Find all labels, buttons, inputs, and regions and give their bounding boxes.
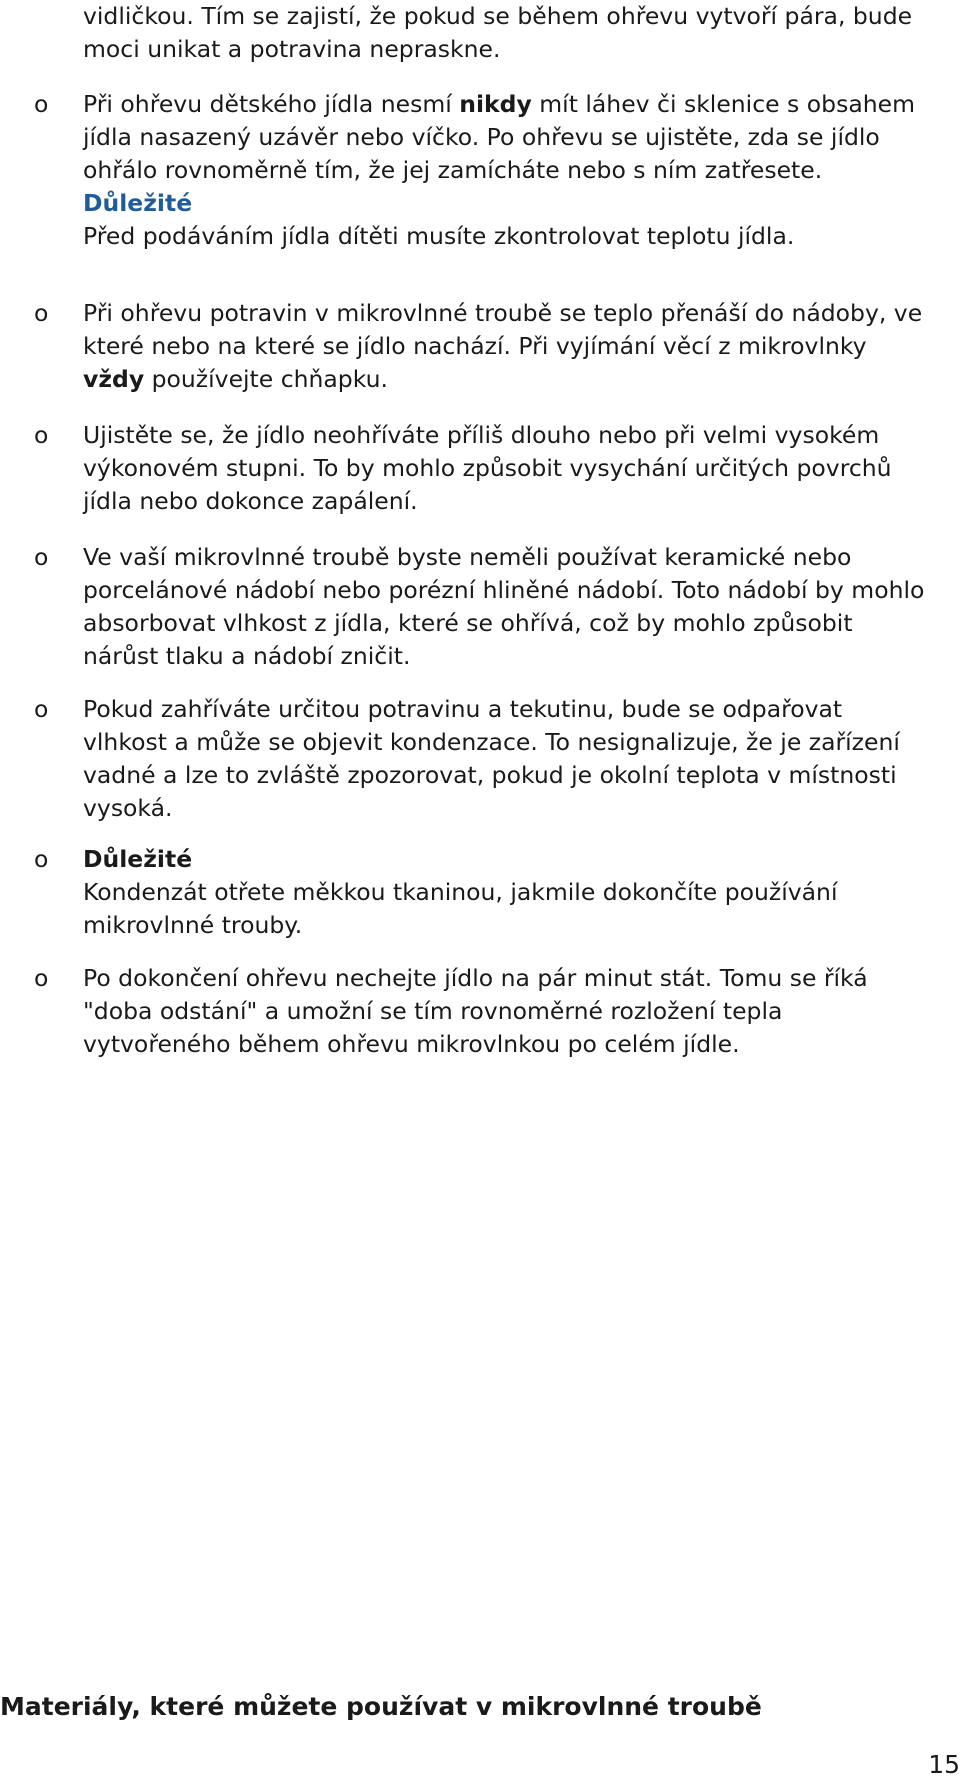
bullet-marker: o	[34, 695, 49, 723]
page-number: 15	[928, 1750, 960, 1779]
list-item	[83, 297, 933, 396]
item-text: Při ohřevu dětského jídla nesmí	[83, 90, 460, 118]
emphasis: nikdy	[459, 90, 532, 118]
list-item	[83, 419, 933, 518]
paragraph-text: vidličkou. Tím se zajistí, že pokud se během ohřevu vytvoří pára, bude moci unikat a potravina nepraskne.	[83, 2, 920, 63]
list-item	[83, 541, 933, 673]
item-text: používejte chňapku.	[144, 365, 388, 393]
important-note-text: Před podáváním jídla dítěti musíte zkontrolovat teplotu jídla.	[83, 222, 795, 250]
bullet-marker: o	[34, 421, 49, 449]
item-text: Při ohřevu potravin v mikrovlnné troubě se teplo přenáší do nádoby, ve které nebo na které se jídlo nachází. Při vyjímání věcí z mikrovlnky	[83, 299, 930, 360]
item-text: Pokud zahříváte určitou potravinu a tekutinu, bude se odpařovat vlhkost a může se objevit kondenzace. To nesignalizuje, že je zařízení vadné a lze to zvláště zpozorovat, pokud je okolní teplota v místnosti vysoká.	[83, 695, 908, 822]
important-title: Důležité	[83, 845, 193, 873]
bullet-marker: o	[34, 90, 49, 118]
section-heading: Materiály, které můžete používat v mikrovlnné troubě	[0, 1692, 762, 1721]
emphasis: vždy	[83, 365, 145, 393]
bullet-marker: o	[34, 299, 49, 327]
important-note-title: Důležité	[83, 189, 193, 217]
list-item	[83, 88, 933, 253]
list-item	[83, 693, 933, 825]
item-text: Po dokončení ohřevu nechejte jídlo na pár minut stát. Tomu se říká "doba odstání" a umožní se tím rovnoměrné rozložení tepla vytvořeného během ohřevu mikrovlnkou po celém jídle.	[83, 964, 876, 1058]
bullet-marker: o	[34, 543, 49, 571]
list-item	[83, 843, 933, 942]
item-text: Ve vaší mikrovlnné troubě byste neměli používat keramické nebo porcelánové nádobí nebo porézní hliněné nádobí. Toto nádobí by mohlo absorbovat vlhkost z jídla, které se ohřívá, což by mohlo způsobit nárůst tlaku a nádobí zničit.	[83, 543, 932, 670]
list-item	[83, 962, 933, 1061]
continued-paragraph	[83, 0, 933, 66]
bullet-marker: o	[34, 964, 49, 992]
item-text: mít láhev či sklenice s obsahem jídla nasazený uzávěr nebo víčko. Po ohřevu se ujistěte, zda se jídlo ohřálo rovnoměrně tím, že jej zamícháte nebo s ním zatřesete.	[83, 90, 923, 184]
item-text: Kondenzát otřete měkkou tkaninou, jakmile dokončíte používání mikrovlnné trouby.	[83, 878, 845, 939]
bullet-marker: o	[34, 845, 49, 873]
item-text: Ujistěte se, že jídlo neohříváte příliš dlouho nebo při velmi vysokém výkonovém stupni. To by mohlo způsobit vysychání určitých povrchů jídla nebo dokonce zapálení.	[83, 421, 900, 515]
